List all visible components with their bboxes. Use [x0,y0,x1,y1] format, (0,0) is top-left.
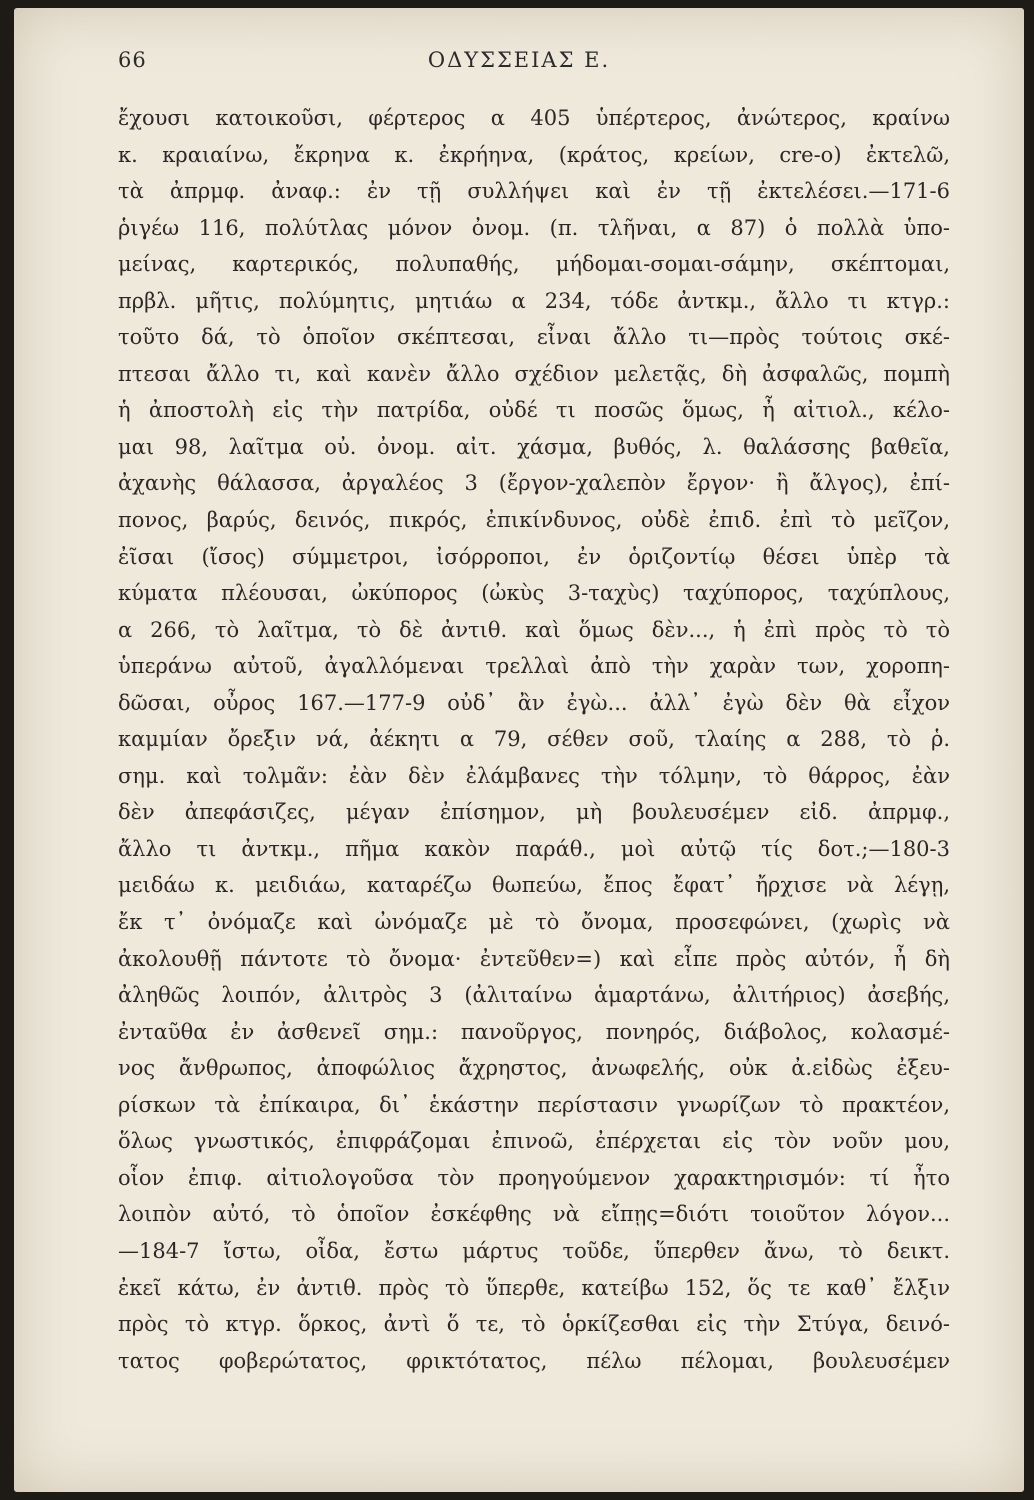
text-line: —184-7 ἴστω, οἶδα, ἔστω μάρτυς τοῦδε, ὕπερθεν ἄνω, τὸ δεικτ. [118,1238,950,1263]
text-line: ἀληθῶς λοιπόν, ἀλιτρὸς 3 (ἀλιταίνω ἁμαρτάνω, ἀλιτήριος) ἀσεβής, [118,983,950,1008]
text-line: τὰ ἀπρμφ. ἀναφ.: ἐν τῇ συλλήψει καὶ ἐν τῇ ἐκτελέσει.—171-6 [118,179,950,204]
text-line: ἔχουσι κατοικοῦσι, φέρτερος α 405 ὑπέρτερος, ἀνώτερος, κραίνω [118,106,950,130]
text-line: καμμίαν ὄρεξιν νά, ἀέκητι α 79, σέθεν σοῦ, τλαίης α 288, τὸ ῥ. [118,727,950,752]
book-page [14,8,1024,1492]
commentary-text [118,100,950,1379]
text-line: μαι 98, λαῖτμα οὐ. ὀνομ. αἰτ. χάσμα, βυθός, λ. θαλάσσης βαθεῖα, [118,434,950,459]
text-line: κ. κραιαίνω, ἔκρηνα κ. ἐκρήηνα, (κράτος, κρείων, cre-o) ἐκτελῶ, [118,142,950,167]
text-line: πρβλ. μῆτις, πολύμητις, μητιάω α 234, τόδε ἀντκμ., ἄλλο τι κτγρ.: [118,288,950,313]
text-line: ἀχανὴς θάλασσα, ἀργαλέος 3 (ἔργον-χαλεπὸν ἔργον· ἢ ἄλγος), ἐπί- [118,471,950,496]
text-line: λοιπὸν αὐτό, τὸ ὁποῖον ἐσκέφθης νὰ εἴπῃς=διότι τοιοῦτον λόγον... [118,1202,950,1227]
text-line: τατος φοβερώτατος, φρικτότατος, πέλω πέλομαι, βουλευσέμεν [118,1348,950,1373]
text-line: σημ. καὶ τολμᾶν: ἐὰν δὲν ἐλάμβανες τὴν τόλμην, τὸ θάρρος, ἐὰν [118,763,950,788]
text-line: ἔκ τ᾽ ὀνόμαζε καὶ ὠνόμαζε μὲ τὸ ὄνομα, προσεφώνει, (χωρὶς νὰ [118,910,950,935]
text-line: πονος, βαρύς, δεινός, πικρός, ἐπικίνδυνος, οὐδὲ ἐπιδ. ἐπὶ τὸ μεῖζον, [118,508,950,533]
text-line: ὑπεράνω αὐτοῦ, ἀγαλλόμεναι τρελλαὶ ἀπὸ τὴν χαρὰν των, χοροπη- [118,654,950,679]
text-line: ἄλλο τι ἀντκμ., πῆμα κακὸν παράθ., μοὶ αὐτῷ τίς δοτ.;—180-3 [118,836,950,861]
text-line: ρίσκων τὰ ἐπίκαιρα, δι᾽ ἑκάστην περίστασιν γνωρίζων τὸ πρακτέον, [118,1092,950,1117]
running-title: ΟΔΥΣΣΕΙΑΣ Ε. [427,48,611,72]
text-line: ὅλως γνωστικός, ἐπιφράζομαι ἐπινοῶ, ἐπέρχεται εἰς τὸν νοῦν μου, [118,1129,950,1154]
text-line: ἡ ἀποστολὴ εἰς τὴν πατρίδα, οὐδέ τι ποσῶς ὅμως, ἦ αἰτιολ., κέλο- [118,398,950,423]
text-line: κύματα πλέουσαι, ὠκύπορος (ὠκὺς 3-ταχὺς) ταχύπορος, ταχύπλους, [118,581,950,606]
text-line: μείνας, καρτερικός, πολυπαθής, μήδομαι-σομαι-σάμην, σκέπτομαι, [118,252,950,277]
text-line: ἐκεῖ κάτω, ἐν ἀντιθ. πρὸς τὸ ὕπερθε, κατείβω 152, ὅς τε καθ᾽ ἔλξιν [118,1275,950,1300]
text-line: ἐνταῦθα ἐν ἀσθενεῖ σημ.: πανοῦργος, πονηρός, διάβολος, κολασμέ- [118,1019,950,1044]
text-line: δῶσαι, οὖρος 167.—177-9 οὐδ᾽ ἂν ἐγὼ... ἀλλ᾽ ἐγὼ δὲν θὰ εἶχον [118,690,950,715]
text-line: ἀκολουθῇ πάντοτε τὸ ὄνομα· ἐντεῦθεν=) καὶ εἶπε πρὸς αὐτόν, ἦ δὴ [118,946,950,971]
text-line: ἐῖσαι (ἴσος) σύμμετροι, ἰσόρροποι, ἐν ὁριζοντίῳ θέσει ὑπὲρ τὰ [118,544,950,569]
text-line: δὲν ἀπεφάσιζες, μέγαν ἐπίσημον, μὴ βουλευσέμεν εἰδ. ἀπρμφ., [118,800,950,825]
text-line: α 266, τὸ λαῖτμα, τὸ δὲ ἀντιθ. καὶ ὅμως δὲν..., ἡ ἐπὶ πρὸς τὸ τὸ [118,617,950,642]
page-header [14,48,1024,82]
text-line: οἷον ἐπιφ. αἰτιολογοῦσα τὸν προηγούμενον χαρακτηρισμόν: τί ἦτο [118,1165,950,1190]
text-line: τοῦτο δά, τὸ ὁποῖον σκέπτεσαι, εἶναι ἄλλο τι—πρὸς τούτοις σκέ- [118,325,950,350]
text-line: μειδάω κ. μειδιάω, καταρέζω θωπεύω, ἔπος ἔφατ᾽ ἤρχισε νὰ λέγῃ, [118,873,950,898]
text-line: πρὸς τὸ κτγρ. ὅρκος, ἀντὶ ὅ τε, τὸ ὁρκίζεσθαι εἰς τὴν Στύγα, δεινό- [118,1312,950,1337]
page-number: 66 [118,48,147,72]
text-line: πτεσαι ἄλλο τι, καὶ κανὲν ἄλλο σχέδιον μελετᾷς, δὴ ἀσφαλῶς, πομπὴ [118,361,950,386]
text-line: νος ἄνθρωπος, ἀποφώλιος ἄχρηστος, ἀνωφελής, οὐκ ἀ.εἰδὼς ἐξευ- [118,1056,950,1081]
text-line: ῥιγέω 116, πολύτλας μόνον ὀνομ. (π. τλῆναι, α 87) ὁ πολλὰ ὑπο- [118,215,950,240]
